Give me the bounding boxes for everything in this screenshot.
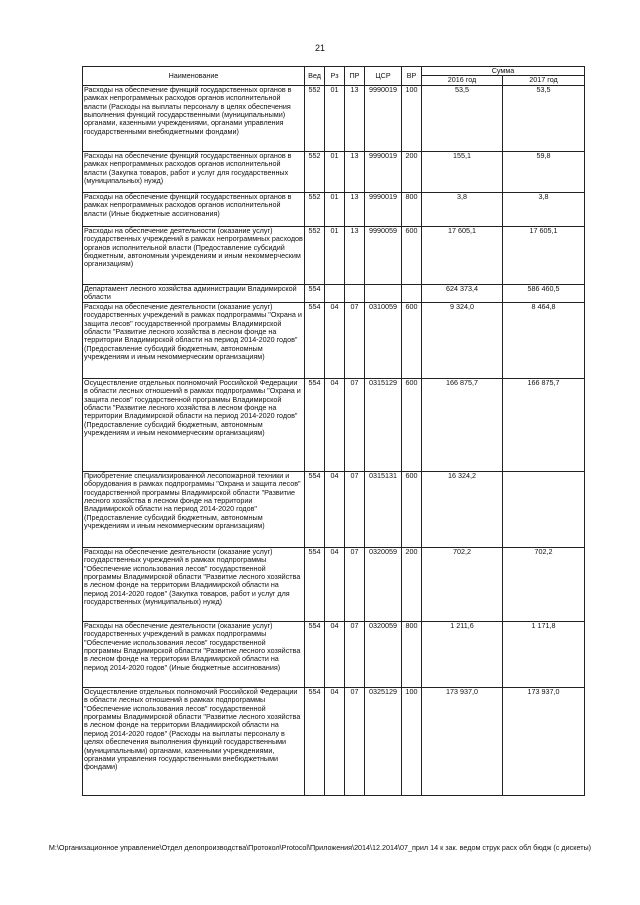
cell-ved: 554 — [305, 687, 325, 795]
cell-name: Расходы на обеспечение функций государственных органов в рамках непрограммных расходов органов исполнительной власти (Расходы на выплаты персоналу в целях обеспечения выполнения функций государственными (муниципальными) органами, казенными учреждениями, органами управления государственными внебюджетными фондами) — [83, 85, 305, 151]
page-number: 21 — [314, 43, 325, 53]
cell-amount-2017: 8 464,8 — [503, 302, 585, 378]
cell-amount-2017: 3,8 — [503, 192, 585, 226]
cell-ved: 554 — [305, 378, 325, 471]
table-body — [83, 85, 585, 795]
cell-ved: 552 — [305, 151, 325, 192]
cell-name: Расходы на обеспечение деятельности (оказание услуг) государственных учреждений в рамках подпрограммы "Обеспечение использования лесов" государственной программы Владимирской области "Развитие лесного хозяйства в лесном фонде на территории Владимирской области на период 2014-2020 годов" (Закупка товаров, работ и услуг для государственных (муниципальных) нужд) — [83, 547, 305, 621]
cell-pr: 13 — [345, 151, 365, 192]
cell-csr: 0320059 — [365, 547, 402, 621]
cell-amount-2016: 155,1 — [422, 151, 503, 192]
cell-rz: 04 — [325, 687, 345, 795]
header-2017: 2017 год — [503, 76, 585, 85]
cell-amount-2016: 16 324,2 — [422, 471, 503, 547]
cell-name: Осуществление отдельных полномочий Российской Федерации в области лесных отношений в рамках подпрограммы "Охрана и защита лесов" государственной программы Владимирской области "Развитие лесного хозяйства в лесном фонде на территории Владимирской области на период 2014-2020 годов" (Предоставление субсидий бюджетным, автономным учреждениям и иным некоммерческим организациям) — [83, 378, 305, 471]
cell-vr — [402, 284, 422, 302]
cell-rz: 04 — [325, 302, 345, 378]
cell-vr: 100 — [402, 85, 422, 151]
cell-ved: 552 — [305, 85, 325, 151]
cell-pr: 07 — [345, 378, 365, 471]
cell-csr — [365, 284, 402, 302]
cell-amount-2017: 586 460,5 — [503, 284, 585, 302]
cell-rz: 01 — [325, 85, 345, 151]
cell-amount-2016: 53,5 — [422, 85, 503, 151]
cell-csr: 9990019 — [365, 151, 402, 192]
cell-pr: 13 — [345, 226, 365, 284]
cell-ved: 552 — [305, 192, 325, 226]
cell-name: Расходы на обеспечение функций государственных органов в рамках непрограммных расходов органов исполнительной власти (Иные бюджетные ассигнования) — [83, 192, 305, 226]
cell-amount-2017: 59,8 — [503, 151, 585, 192]
cell-amount-2016: 17 605,1 — [422, 226, 503, 284]
cell-amount-2017 — [503, 471, 585, 547]
cell-amount-2017: 53,5 — [503, 85, 585, 151]
cell-amount-2016: 1 211,6 — [422, 621, 503, 687]
table-row — [83, 284, 585, 302]
header-name: Наименование — [83, 67, 305, 86]
cell-ved: 554 — [305, 471, 325, 547]
cell-pr: 07 — [345, 471, 365, 547]
cell-csr: 9990059 — [365, 226, 402, 284]
cell-rz: 01 — [325, 151, 345, 192]
cell-pr: 07 — [345, 621, 365, 687]
table-row — [83, 621, 585, 687]
cell-vr: 100 — [402, 687, 422, 795]
cell-vr: 200 — [402, 151, 422, 192]
cell-ved: 552 — [305, 226, 325, 284]
cell-csr: 9990019 — [365, 85, 402, 151]
footer-path: М:\Организационное управление\Отдел делопроизводства\Протокол\Protocol\Приложения\2014\12.2014\07_прил 14 к зак. ведом струк расх обл бюдж (с дискеты) — [48, 843, 592, 852]
cell-name: Расходы на обеспечение деятельности (оказание услуг) государственных учреждений в рамках непрограммных расходов органов исполнительной власти (Предоставление субсидий бюджетным, автономным учреждениям и иным некоммерческим организациям) — [83, 226, 305, 284]
cell-amount-2017: 166 875,7 — [503, 378, 585, 471]
cell-csr: 0315131 — [365, 471, 402, 547]
cell-amount-2016: 702,2 — [422, 547, 503, 621]
cell-vr: 600 — [402, 302, 422, 378]
cell-rz — [325, 284, 345, 302]
table-row — [83, 226, 585, 284]
cell-rz: 04 — [325, 471, 345, 547]
cell-amount-2016: 624 373,4 — [422, 284, 503, 302]
table-row — [83, 378, 585, 471]
cell-vr: 600 — [402, 226, 422, 284]
table-row — [83, 151, 585, 192]
cell-vr: 200 — [402, 547, 422, 621]
table-row — [83, 192, 585, 226]
header-sum: Сумма — [422, 67, 585, 76]
cell-amount-2017: 1 171,8 — [503, 621, 585, 687]
cell-name: Расходы на обеспечение деятельности (оказание услуг) государственных учреждений в рамках подпрограммы "Охрана и защита лесов" государственной программы Владимирской области "Развитие лесного хозяйства в лесном фонде на территории Владимирской области на период 2014-2020 годов" (Предоставление субсидий бюджетным, автономным учреждениям и иным некоммерческим организациям) — [83, 302, 305, 378]
cell-rz: 01 — [325, 226, 345, 284]
cell-vr: 800 — [402, 621, 422, 687]
table-row — [83, 547, 585, 621]
cell-name: Департамент лесного хозяйства администрации Владимирской области — [83, 284, 305, 302]
cell-ved: 554 — [305, 284, 325, 302]
cell-vr: 600 — [402, 378, 422, 471]
budget-table — [82, 66, 585, 796]
cell-amount-2017: 17 605,1 — [503, 226, 585, 284]
cell-rz: 01 — [325, 192, 345, 226]
cell-pr — [345, 284, 365, 302]
cell-csr: 0325129 — [365, 687, 402, 795]
cell-name: Приобретение специализированной лесопожарной техники и оборудования в рамках подпрограммы "Охрана и защита лесов" государственной программы Владимирской области "Развитие лесного хозяйства в лесном фонде на территории Владимирской области на период 2014-2020 годов" (Предоставление субсидий бюджетным, автономным учреждениям и иным некоммерческим организациям) — [83, 471, 305, 547]
header-rz: Рз — [325, 67, 345, 86]
cell-amount-2017: 173 937,0 — [503, 687, 585, 795]
header-csr: ЦСР — [365, 67, 402, 86]
cell-amount-2016: 166 875,7 — [422, 378, 503, 471]
cell-pr: 13 — [345, 192, 365, 226]
cell-csr: 0310059 — [365, 302, 402, 378]
cell-csr: 9990019 — [365, 192, 402, 226]
table-row — [83, 471, 585, 547]
cell-name: Расходы на обеспечение деятельности (оказание услуг) государственных учреждений в рамках подпрограммы "Обеспечение использования лесов" государственной программы Владимирской области "Развитие лесного хозяйства в лесном фонде на территории Владимирской области на период 2014-2020 годов" (Иные бюджетные ассигнования) — [83, 621, 305, 687]
cell-vr: 800 — [402, 192, 422, 226]
cell-rz: 04 — [325, 621, 345, 687]
cell-pr: 07 — [345, 687, 365, 795]
cell-csr: 0315129 — [365, 378, 402, 471]
header-ved: Вед — [305, 67, 325, 86]
cell-pr: 13 — [345, 85, 365, 151]
header-vr: ВР — [402, 67, 422, 86]
table-row — [83, 687, 585, 795]
cell-amount-2016: 173 937,0 — [422, 687, 503, 795]
cell-name: Расходы на обеспечение функций государственных органов в рамках непрограммных расходов органов исполнительной власти (Закупка товаров, работ и услуг для государственных (муниципальных) нужд) — [83, 151, 305, 192]
table-row — [83, 302, 585, 378]
header-2016: 2016 год — [422, 76, 503, 85]
cell-rz: 04 — [325, 547, 345, 621]
cell-pr: 07 — [345, 302, 365, 378]
cell-csr: 0320059 — [365, 621, 402, 687]
cell-rz: 04 — [325, 378, 345, 471]
cell-amount-2016: 9 324,0 — [422, 302, 503, 378]
cell-amount-2016: 3,8 — [422, 192, 503, 226]
cell-ved: 554 — [305, 621, 325, 687]
cell-ved: 554 — [305, 302, 325, 378]
header-pr: ПР — [345, 67, 365, 86]
cell-ved: 554 — [305, 547, 325, 621]
cell-name: Осуществление отдельных полномочий Российской Федерации в области лесных отношений в рамках подпрограммы "Обеспечение использования лесов" государственной программы Владимирской области "Развитие лесного хозяйства в лесном фонде на территории Владимирской области на период 2014-2020 годов" (Расходы на выплаты персоналу в целях обеспечения выполнения функций государственными (муниципальными) органами, казенными учреждениями, органами управления государственными внебюджетными фондами) — [83, 687, 305, 795]
table-row — [83, 85, 585, 151]
cell-pr: 07 — [345, 547, 365, 621]
cell-amount-2017: 702,2 — [503, 547, 585, 621]
cell-vr: 600 — [402, 471, 422, 547]
